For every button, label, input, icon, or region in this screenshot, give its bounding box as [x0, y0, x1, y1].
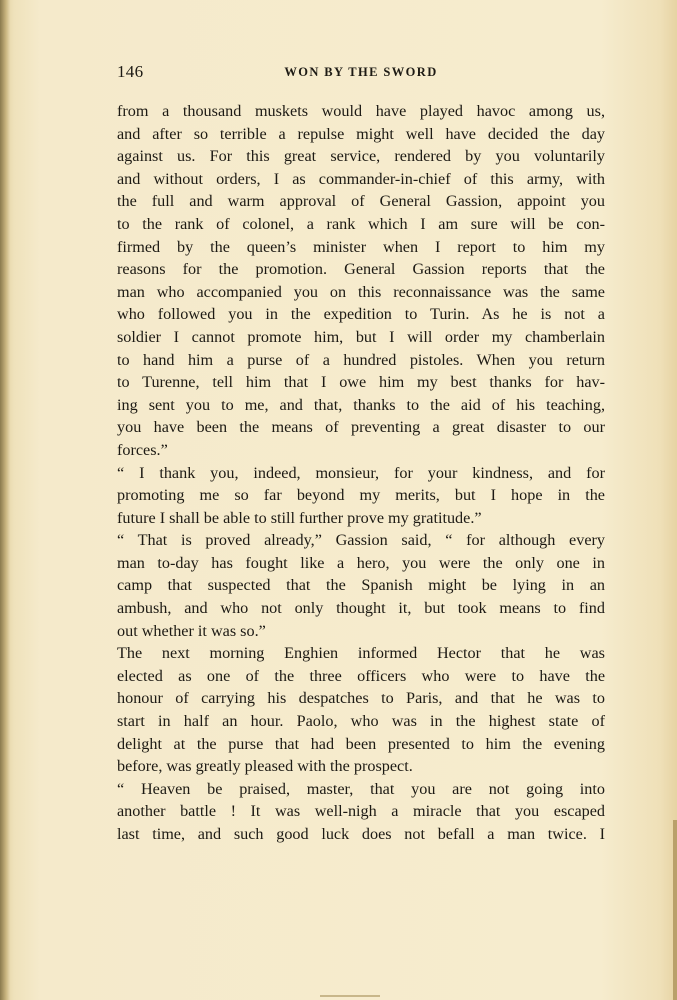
text-line: “ Heaven be praised, master, that you are not going into [117, 779, 605, 798]
bottom-mark [320, 995, 380, 997]
text-line: another battle ! It was well-nigh a miracle that you escaped [117, 802, 605, 821]
text-line: to hand him a purse of a hundred pistoles. When you return [117, 350, 605, 369]
text-line: ambush, and who not only thought it, but took means to find [117, 599, 605, 618]
text-line: before, was greatly pleased with the prospect. [117, 757, 413, 776]
running-head: WON BY THE SWORD [284, 65, 438, 79]
text-line: who followed you in the expedition to Turin. As he is not a [117, 305, 605, 324]
text-line: last time, and such good luck does not befall a man twice. I [117, 825, 605, 843]
page-spine-shadow [0, 0, 10, 1000]
text-line: future I shall be able to still further prove my gratitude.” [117, 508, 482, 527]
text-line: promoting me so far beyond my merits, but I hope in the [117, 486, 605, 505]
text-line: and after so terrible a repulse might well have decided the day [117, 124, 605, 143]
text-line: against us. For this great service, rendered by you voluntarily [117, 147, 605, 166]
text-line: the full and warm approval of General Gassion, appoint you [117, 192, 605, 211]
text-line: to the rank of colonel, a rank which I am sure will be con- [117, 214, 605, 233]
text-line: elected as one of the three officers who were to have the [117, 666, 605, 685]
text-line: firmed by the queen’s minister when I report to him my [117, 237, 605, 256]
text-line: ing sent you to me, and that, thanks to the aid of his teaching, [117, 395, 605, 414]
text-line: man to-day has fought like a hero, you were the only one in [117, 553, 605, 572]
text-line: from a thousand muskets would have played havoc among us, [117, 102, 605, 120]
text-line: “ That is proved already,” Gassion said, “ for although every [117, 531, 605, 550]
text-line: The next morning Enghien informed Hector that he was [117, 644, 605, 663]
text-line: to Turenne, tell him that I owe him my best thanks for hav- [117, 373, 605, 392]
page-header [117, 62, 605, 86]
text-line: you have been the means of preventing a great disaster to our [117, 418, 605, 437]
text-line: start in half an hour. Paolo, who was in the highest state of [117, 712, 605, 731]
text-line: soldier I cannot promote him, but I will order my chamberlain [117, 327, 605, 346]
page-edge [673, 820, 677, 1000]
text-line: reasons for the promotion. General Gassion reports that the [117, 260, 605, 279]
text-line: honour of carrying his despatches to Paris, and that he was to [117, 689, 605, 708]
text-line: man who accompanied you on this reconnaissance was the same [117, 282, 605, 301]
text-line: “ I thank you, indeed, monsieur, for your kindness, and for [117, 463, 605, 482]
text-line: and without orders, I as commander-in-chief of this army, with [117, 169, 605, 188]
text-line: forces.” [117, 440, 168, 459]
body-text [117, 100, 605, 846]
page-number: 146 [117, 62, 144, 81]
text-line: delight at the purse that had been presented to him the evening [117, 734, 605, 753]
text-line: out whether it was so.” [117, 621, 266, 640]
text-line: camp that suspected that the Spanish might be lying in an [117, 576, 605, 595]
